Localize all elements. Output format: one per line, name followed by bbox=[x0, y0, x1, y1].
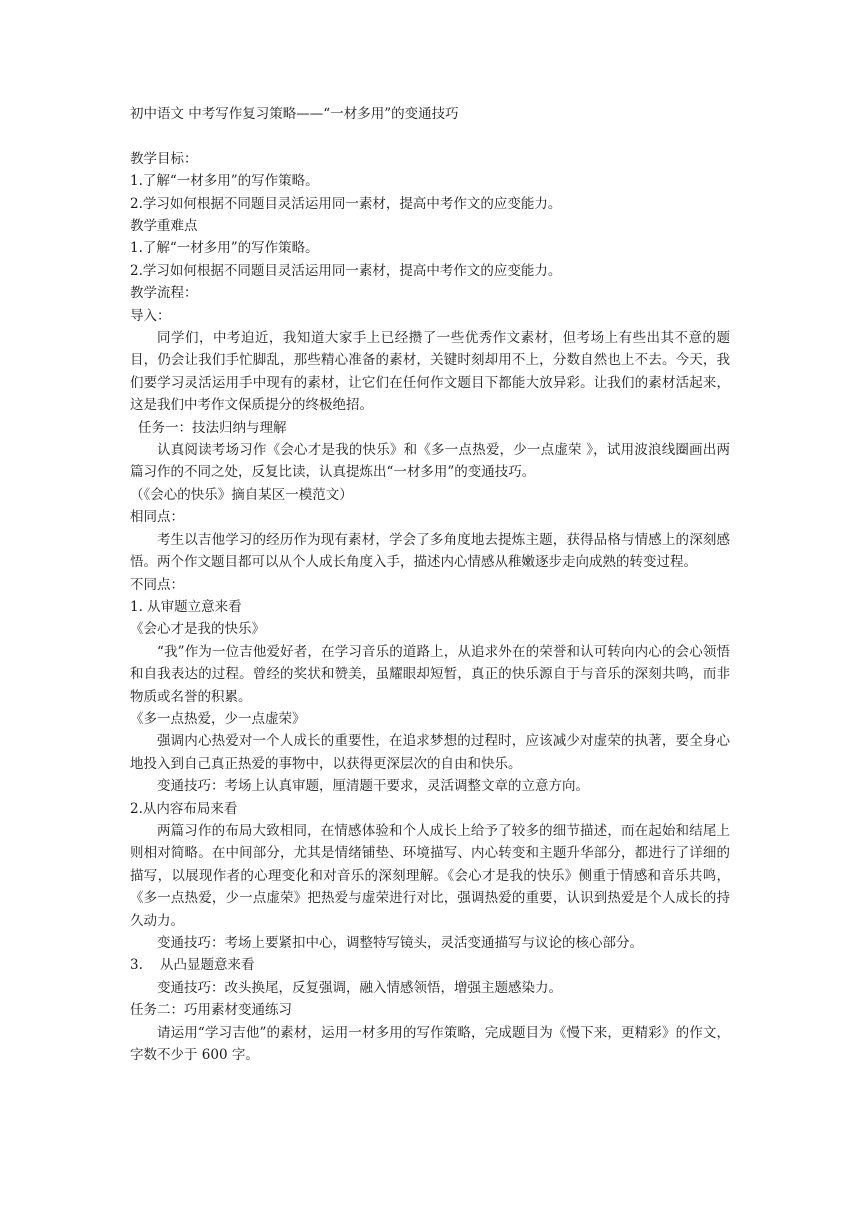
point1-heading: 1. 从审题立意来看 bbox=[130, 598, 242, 615]
intro-paragraph: 同学们，中考迫近，我知道大家手上已经攒了一些优秀作文素材，但考场上有些出其不意的题目，仍会让我们手忙脚乱，那些精心准备的素材，关键时刻却用不上，分数自然也上不去。今天，我们要学习灵活运用手中现有的素材，让它们在任何作文题目下都能大放异彩。让我们的素材活起来，这是我们中考作文保质提分的终极绝招。 bbox=[130, 330, 730, 414]
essay-b-paragraph: 强调内心热爱对一个人成长的重要性，在追求梦想的过程时，应该减少对虚荣的执著，要全身心地投入到自己真正热爱的事物中，以获得更深层次的自由和快乐。 bbox=[130, 733, 730, 772]
point2-paragraph: 两篇习作的布局大致相同，在情感体验和个人成长上给予了较多的细节描述，而在起始和结尾上则相对简略。在中间部分，尤其是情绪铺垫、环境描写、内心转变和主题升华部分，都进行了详细的描写，以展现作者的心理变化和对音乐的深刻理解。《会心才是我的快乐》侧重于情感和音乐共鸣，《多一点热爱，少一点虚荣》把热爱与虚荣进行对比，强调热爱的重要，认识到热爱是个人成长的持久动力。 bbox=[130, 822, 730, 929]
point3-tip: 变通技巧：改头换尾，反复强调，融入情感领悟，增强主题感染力。 bbox=[157, 979, 562, 996]
similarities-heading: 相同点： bbox=[130, 509, 184, 526]
differences-heading: 不同点： bbox=[130, 576, 184, 593]
task1-heading: 任务一：技法归纳与理解 bbox=[138, 419, 287, 436]
blank-line bbox=[130, 125, 730, 147]
point3-number: 3. bbox=[130, 957, 143, 974]
point2-heading: 2.从内容布局来看 bbox=[130, 800, 238, 817]
objective-item: 2.学习如何根据不同题目灵活运用同一素材，提高中考作文的应变能力。 bbox=[130, 195, 562, 212]
task1-instructions: 认真阅读考场习作《会心才是我的快乐》和《多一点热爱，少一点虚荣 》，试用波浪线圈画出两篇习作的不同之处，反复比读，认真提炼出“一材多用”的变通技巧。 bbox=[130, 442, 730, 481]
essay-a-title: 《会心才是我的快乐》 bbox=[130, 621, 265, 638]
process-heading: 教学流程： bbox=[130, 285, 198, 302]
point3-heading-text: 从凸显题意来看 bbox=[160, 957, 255, 974]
document-title: 初中语文 中考写作复习策略——“一材多用”的变通技巧 bbox=[130, 106, 459, 122]
objective-item: 1.了解“一材多用”的写作策略。 bbox=[130, 173, 319, 190]
key-point-item: 2.学习如何根据不同题目灵活运用同一素材，提高中考作文的应变能力。 bbox=[130, 262, 562, 279]
point1-tip: 变通技巧：考场上认真审题，厘清题干要求，灵活调整文章的立意方向。 bbox=[157, 778, 589, 795]
key-point-item: 1.了解“一材多用”的写作策略。 bbox=[130, 240, 319, 257]
task2-heading: 任务二：巧用素材变通练习 bbox=[130, 1002, 292, 1019]
similarities-paragraph: 考生以吉他学习的经历作为现有素材，学会了多角度地去提炼主题，获得品格与情感上的深刻感悟。两个作文题目都可以从个人成长角度入手，描述内心情感从稚嫩逐步走向成熟的转变过程。 bbox=[130, 531, 730, 571]
point2-tip: 变通技巧：考场上要紧扣中心，调整特写镜头，灵活变通描写与议论的核心部分。 bbox=[157, 935, 643, 952]
point3-heading bbox=[130, 954, 730, 976]
intro-heading: 导入： bbox=[130, 307, 171, 324]
task2-paragraph: 请运用“学习吉他”的素材，运用一材多用的写作策略，完成题目为《慢下来，更精彩》的作文，字数不少于 600 字。 bbox=[130, 1024, 730, 1064]
source-note: （《会心的快乐》摘自某区一模范文） bbox=[130, 486, 353, 503]
document-page bbox=[130, 103, 730, 1066]
key-points-heading: 教学重难点 bbox=[130, 218, 198, 235]
essay-a-paragraph: “我”作为一位吉他爱好者，在学习音乐的道路上，从追求外在的荣誉和认可转向内心的会心领悟和自我表达的过程。曾经的奖状和赞美，虽耀眼却短暂，真正的快乐源自于与音乐的深刻共鸣，而非物质或名誉的积累。 bbox=[130, 643, 730, 705]
objectives-heading: 教学目标： bbox=[130, 150, 198, 167]
essay-b-title: 《多一点热爱，少一点虚荣》 bbox=[130, 710, 306, 727]
